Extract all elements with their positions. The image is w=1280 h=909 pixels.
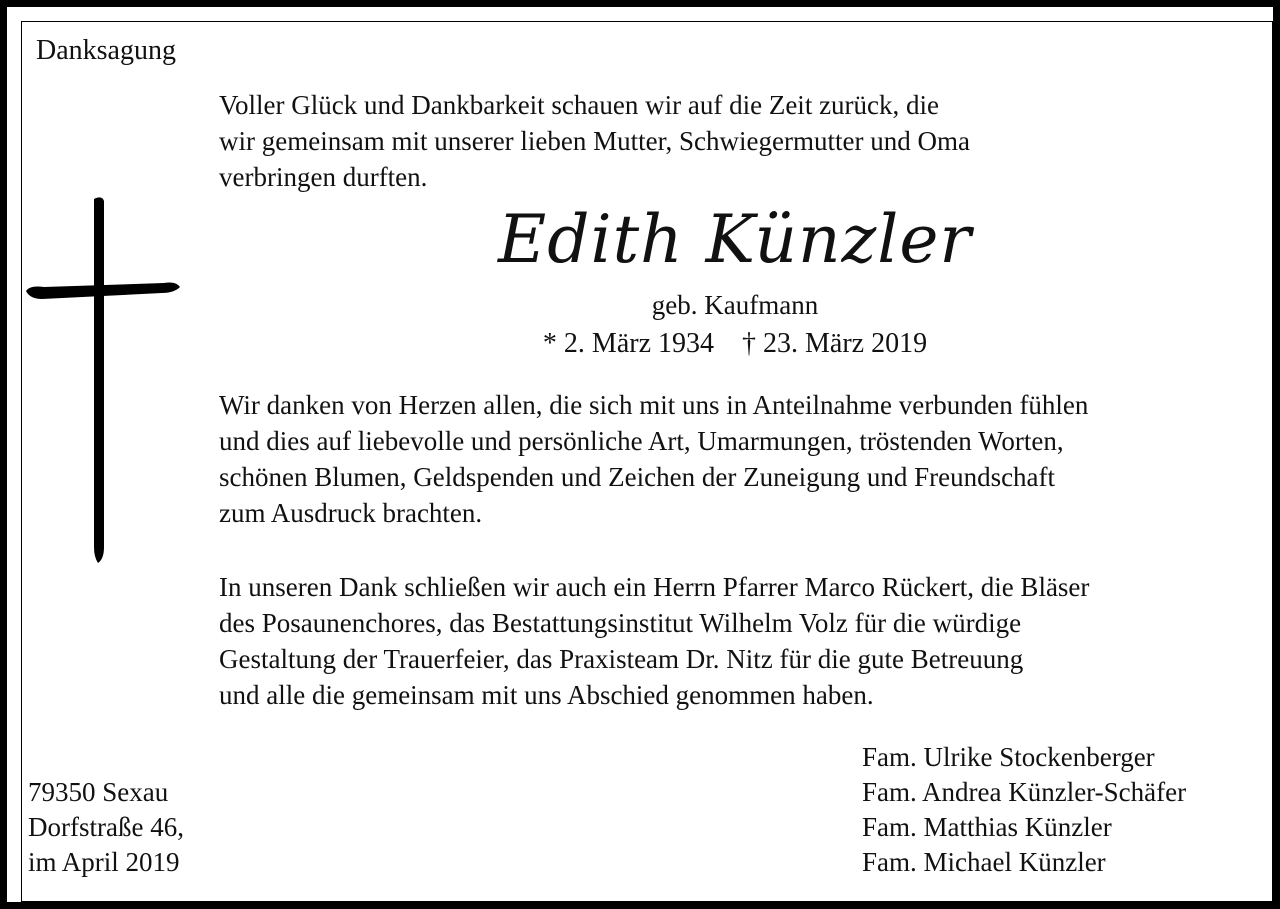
paragraph-line: Wir danken von Herzen allen, die sich mit uns in Anteilnahme verbunden fühlen [219,390,1089,420]
address-line: im April 2019 [28,847,180,877]
death-date: † 23. März 2019 [742,328,928,359]
address-block [28,775,184,880]
intro-line: verbringen durften. [219,162,428,192]
notice-heading: Danksagung [36,35,176,66]
birth-date: * 2. März 1934 [542,328,714,359]
family-line: Fam. Andrea Künzler-Schäfer [862,777,1187,807]
thanks-paragraph [219,387,1088,531]
birth-name: geb. Kaufmann [651,290,819,320]
intro-line: wir gemeinsam mit unserer lieben Mutter, Schwiegermutter und Oma [219,126,970,156]
address-line: Dorfstraße 46, [28,812,184,842]
thanks-paragraph-2 [219,569,1089,713]
paragraph-line: In unseren Dank schließen wir auch ein Herrn Pfarrer Marco Rückert, die Bläser [219,572,1090,602]
address-line: 79350 Sexau [28,777,169,807]
family-signatures [862,740,1186,880]
paragraph-line: schönen Blumen, Geldspenden und Zeichen der Zuneigung und Freundschaft [219,462,1056,492]
paragraph-line: Gestaltung der Trauerfeier, das Praxisteam Dr. Nitz für die gute Betreuung [219,644,1024,674]
paragraph-line: des Posaunenchores, das Bestattungsinstitut Wilhelm Volz für die würdige [219,608,1022,638]
family-line: Fam. Michael Künzler [862,847,1106,877]
family-line: Fam. Ulrike Stockenberger [862,742,1155,772]
paragraph-line: und dies auf liebevolle und persönliche Art, Umarmungen, tröstenden Worten, [219,426,1064,456]
family-line: Fam. Matthias Künzler [862,812,1112,842]
paragraph-line: zum Ausdruck brachten. [219,498,483,528]
paragraph-line: und alle die gemeinsam mit uns Abschied genommen haben. [219,680,874,710]
intro-line: Voller Glück und Dankbarkeit schauen wir auf die Zeit zurück, die [219,90,940,120]
life-dates [0,326,1280,362]
intro-text [219,87,970,195]
deceased-name: Edith Künzler [498,201,972,278]
